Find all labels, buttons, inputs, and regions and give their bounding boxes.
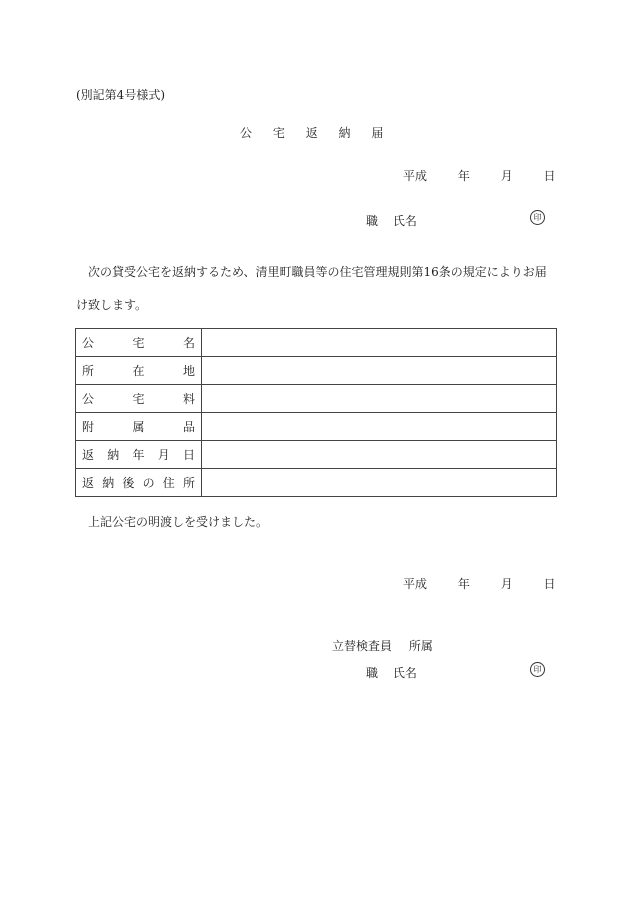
seal-mark: 印 [530,210,545,225]
title-char: 届 [371,126,384,140]
table-row [76,413,557,441]
label-char: 納 [102,476,115,490]
date-era: 平成 [403,577,428,591]
name-label: 氏名 [392,666,417,680]
label-char: 年 [132,448,145,462]
row-label-chars [82,446,195,463]
label-char: 名 [182,336,195,350]
info-table [75,328,557,497]
body-paragraph: 次の貸受公宅を返納するため、清里町職員等の住宅管理規則第16条の規定によりお届け致します。 [76,265,547,312]
row-label-chars [82,390,195,407]
table-row [76,441,557,469]
title-char: 納 [338,126,351,140]
row-label-chars [82,418,195,435]
row-label [76,357,202,385]
inspector-name-line [366,664,417,681]
submission-date [403,167,556,184]
title-char: 公 [240,126,253,140]
document-title [240,124,400,141]
row-value-field[interactable] [202,413,557,441]
table-row [76,385,557,413]
row-value-field[interactable] [202,329,557,357]
inspector-affiliation-line [332,637,433,654]
row-value-field[interactable] [202,357,557,385]
label-char: 返 [82,448,95,462]
row-value-field[interactable] [202,385,557,413]
label-char: 返 [82,476,95,490]
table-row [76,469,557,497]
label-char: 附 [82,420,95,434]
row-label-chars [82,334,195,351]
row-value-field[interactable] [202,441,557,469]
label-char: 公 [82,336,95,350]
affiliation-label: 所属 [408,639,433,653]
title-char: 宅 [272,126,285,140]
position-label: 職 [366,666,379,680]
label-char: 住 [162,476,175,490]
seal-mark: 印 [530,662,545,677]
date-year: 年 [457,169,470,183]
row-label [76,469,202,497]
position-label: 職 [366,214,379,228]
inspector-label: 立替検査員 [332,639,393,653]
receipt-statement: 上記公宅の明渡しを受けました。 [88,515,269,529]
label-char: 品 [182,420,195,434]
label-char: 日 [182,448,195,462]
row-label-chars [82,474,195,491]
receipt-date [403,575,556,592]
applicant-name-line [366,212,417,229]
label-char: 所 [182,476,195,490]
label-char: 納 [107,448,120,462]
row-value-field[interactable] [202,469,557,497]
label-char: 月 [157,448,170,462]
date-month: 月 [500,169,513,183]
label-char: 料 [182,392,195,406]
row-label [76,441,202,469]
date-year: 年 [457,577,470,591]
label-char: 属 [132,420,145,434]
label-char: 後 [122,476,135,490]
row-label [76,385,202,413]
name-label: 氏名 [392,214,417,228]
table-row [76,357,557,385]
date-day: 日 [543,577,556,591]
label-char: 地 [182,364,195,378]
date-day: 日 [543,169,556,183]
row-label-chars [82,362,195,379]
label-char: の [142,476,155,490]
table-row [76,329,557,357]
label-char: 宅 [132,392,145,406]
label-char: 公 [82,392,95,406]
form-number-label: (別記第4号様式) [76,88,165,102]
row-label [76,413,202,441]
row-label [76,329,202,357]
label-char: 在 [132,364,145,378]
date-era: 平成 [403,169,428,183]
date-month: 月 [500,577,513,591]
label-char: 所 [82,364,95,378]
title-char: 返 [305,126,318,140]
label-char: 宅 [132,336,145,350]
